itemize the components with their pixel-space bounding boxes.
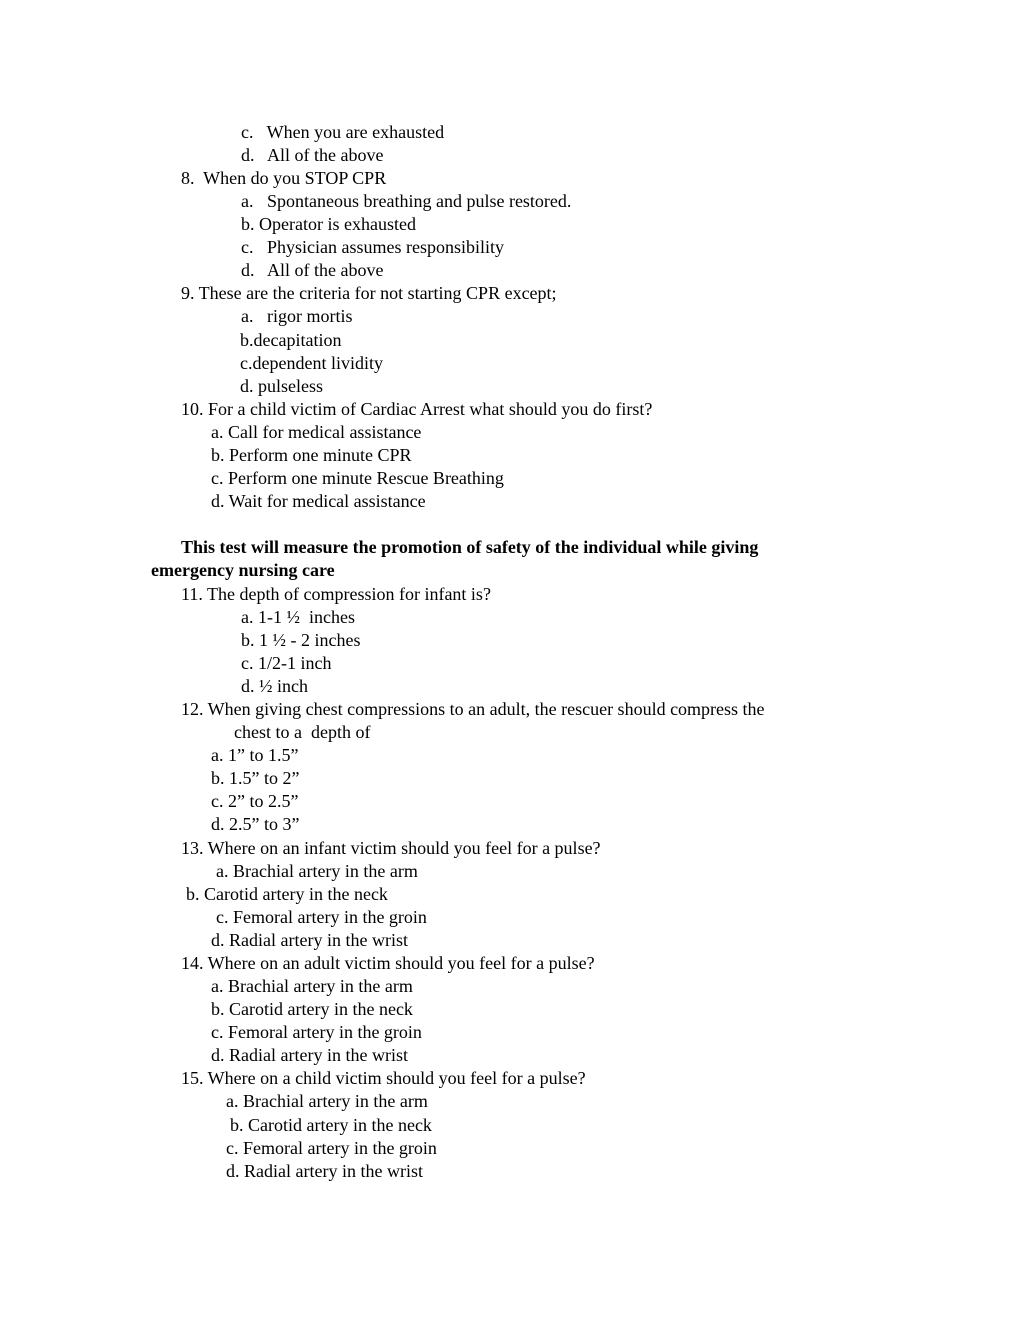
option-line: c.dependent lividity: [240, 353, 383, 373]
option-line: a. Brachial artery in the arm: [216, 861, 418, 881]
option-line: d. Radial artery in the wrist: [211, 930, 408, 950]
option-line: a. Brachial artery in the arm: [211, 976, 413, 996]
option-line: d. All of the above: [241, 145, 384, 165]
question-line: 12. When giving chest compressions to an adult, the rescuer should compress the: [181, 699, 765, 719]
option-line: c. 1/2-1 inch: [241, 653, 332, 673]
option-line: a. Spontaneous breathing and pulse restored.: [241, 191, 572, 211]
option-line: b. 1 ½ - 2 inches: [241, 630, 361, 650]
section-heading: This test will measure the promotion of safety of the individual while giving: [181, 537, 759, 557]
option-line: a. Brachial artery in the arm: [226, 1091, 428, 1111]
option-line: c. Femoral artery in the groin: [211, 1022, 422, 1042]
option-line: a. 1” to 1.5”: [211, 745, 299, 765]
question-line: 9. These are the criteria for not starting CPR except;: [181, 283, 557, 303]
option-line: c. 2” to 2.5”: [211, 791, 299, 811]
question-line: 8. When do you STOP CPR: [181, 168, 387, 188]
question-line: 13. Where on an infant victim should you feel for a pulse?: [181, 838, 601, 858]
option-line: c. Physician assumes responsibility: [241, 237, 504, 257]
question-line: 14. Where on an adult victim should you feel for a pulse?: [181, 953, 595, 973]
option-line: b. Operator is exhausted: [241, 214, 416, 234]
option-line: b. Carotid artery in the neck: [230, 1115, 432, 1135]
option-line: b.decapitation: [240, 330, 342, 350]
option-line: b. Carotid artery in the neck: [211, 999, 413, 1019]
question-line: chest to a depth of: [234, 722, 371, 742]
question-line: 11. The depth of compression for infant is?: [181, 584, 491, 604]
option-line: d. Wait for medical assistance: [211, 491, 426, 511]
question-line: 10. For a child victim of Cardiac Arrest what should you do first?: [181, 399, 653, 419]
option-line: b. Carotid artery in the neck: [186, 884, 388, 904]
option-line: d. ½ inch: [241, 676, 308, 696]
option-line: d. All of the above: [241, 260, 384, 280]
option-line: d. Radial artery in the wrist: [211, 1045, 408, 1065]
option-line: a. 1-1 ½ inches: [241, 607, 355, 627]
option-line: b. Perform one minute CPR: [211, 445, 412, 465]
option-line: d. Radial artery in the wrist: [226, 1161, 423, 1181]
option-line: b. 1.5” to 2”: [211, 768, 300, 788]
option-line: a. rigor mortis: [241, 306, 353, 326]
option-line: d. pulseless: [240, 376, 323, 396]
option-line: a. Call for medical assistance: [211, 422, 422, 442]
question-line: 15. Where on a child victim should you feel for a pulse?: [181, 1068, 586, 1088]
option-line: c. Femoral artery in the groin: [216, 907, 427, 927]
option-line: c. When you are exhausted: [241, 122, 445, 142]
section-heading: emergency nursing care: [151, 560, 335, 580]
option-line: c. Femoral artery in the groin: [226, 1138, 437, 1158]
option-line: c. Perform one minute Rescue Breathing: [211, 468, 504, 488]
option-line: d. 2.5” to 3”: [211, 814, 300, 834]
